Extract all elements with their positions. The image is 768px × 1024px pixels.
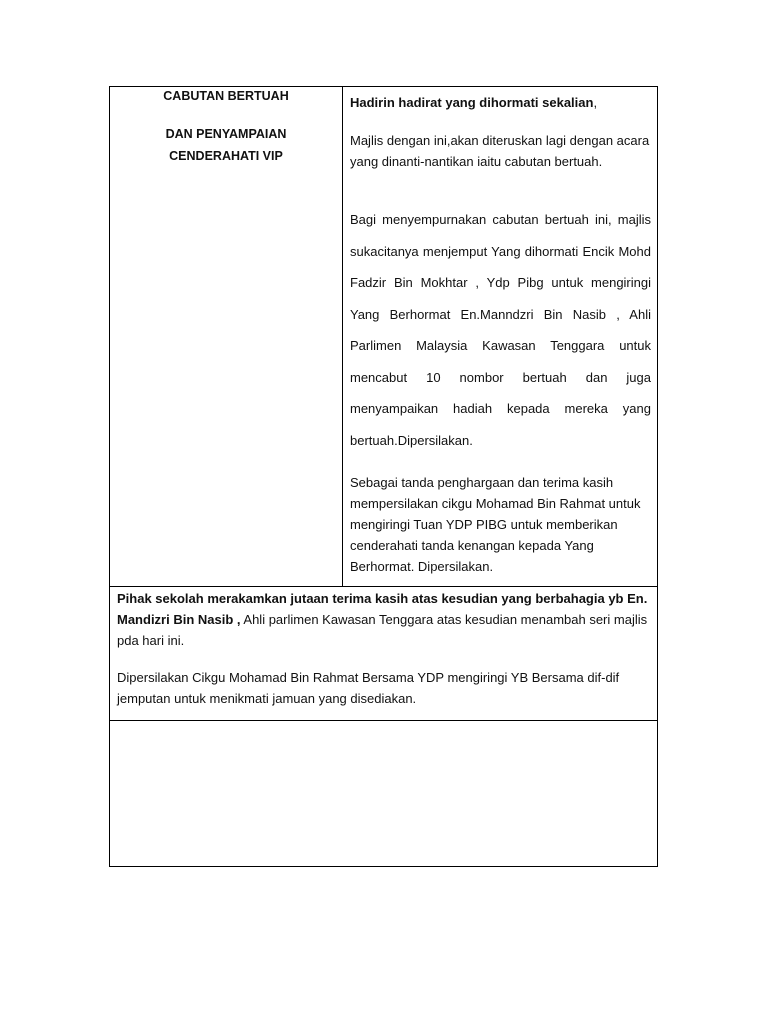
paragraph-continue: Majlis dengan ini,akan diteruskan lagi dengan acara yang dinanti-nantikan iaitu cabutan bertuah.	[350, 133, 650, 169]
closing-thanks-bold: Pihak sekolah merakamkan jutaan terima kasih atas kesudian yang berbahagia yb En. Mandizri Bin Nasib ,	[117, 591, 648, 627]
agenda-title-cell	[110, 87, 342, 586]
script-text-cell	[343, 87, 658, 586]
greeting-text: Hadirin hadirat yang dihormati sekalian	[350, 95, 594, 110]
empty-cell	[110, 721, 657, 867]
greeting	[350, 95, 651, 110]
agenda-title-line-2: DAN PENYAMPAIAN	[165, 127, 287, 141]
closing-paragraph-invite: Dipersilakan Cikgu Mohamad Bin Rahmat Bersama YDP mengiringi YB Bersama dif-dif jemputan untuk menikmati jamuan yang disediakan.	[117, 670, 620, 706]
closing-paragraph-thanks	[117, 588, 650, 651]
agenda-title-line-1: CABUTAN BERTUAH	[163, 89, 289, 103]
script-table	[109, 86, 658, 867]
paragraph-invitation: Bagi menyempurnakan cabutan bertuah ini, majlis sukacitanya menjemput Yang dihormati Encik Mohd Fadzir Bin Mokhtar , Ydp Pibg untuk mengiringi Yang Berhormat En.Manndzri Bin Nasib , Ahli Parlimen Malaysia Kawasan Tenggara untuk mencabut 10 nombor bertuah dan juga menyampaikan hadiah kepada mereka yang bertuah.Dipersilakan.	[350, 212, 651, 448]
agenda-title-line-3: CENDERAHATI VIP	[169, 149, 283, 163]
paragraph-appreciation: Sebagai tanda penghargaan dan terima kasih mempersilakan cikgu Mohamad Bin Rahmat untuk mengiringi Tuan YDP PIBG untuk memberikan cenderahati tanda kenangan kepada Yang Berhormat. Dipersilakan.	[350, 475, 641, 574]
greeting-punct: ,	[593, 95, 598, 110]
closing-thanks-rest: Ahli parlimen Kawasan Tenggara atas kesudian menambah seri majlis pda hari ini.	[117, 612, 648, 648]
closing-cell	[110, 586, 657, 720]
